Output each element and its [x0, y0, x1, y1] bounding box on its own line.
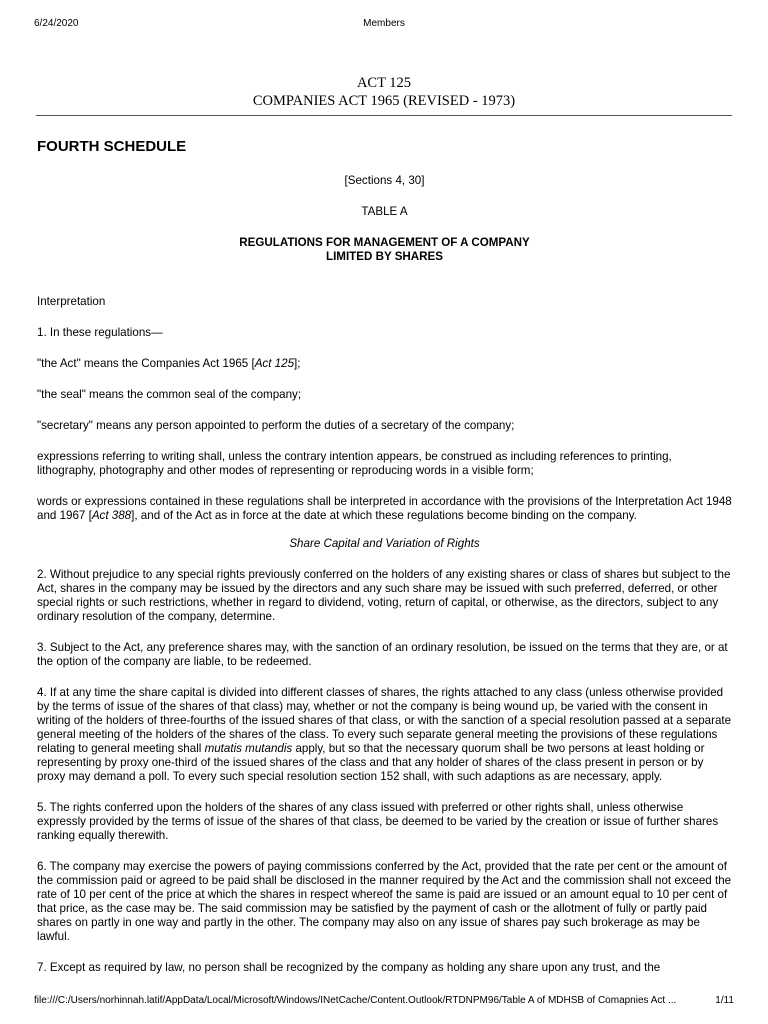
definition-secretary: "secretary" means any person appointed to perform the duties of a secretary of the company;: [37, 419, 515, 432]
print-page-number: 1/11: [715, 995, 734, 1006]
act-name: COMPANIES ACT 1965 (REVISED - 1973): [252, 93, 516, 109]
table-heading: TABLE A: [361, 205, 408, 218]
act-title: [0, 74, 768, 110]
regulation-5: 5. The rights conferred upon the holders of the shares of any class issued with preferred or other rights shall, unless otherwise expressly provided by the terms of issue of the shares of that class, be deemed to be varied by the creation or issue of further shares ranking equally therewith.: [37, 801, 719, 842]
regulation-1: 1. In these regulations—: [37, 326, 163, 339]
horizontal-rule: [36, 115, 732, 116]
interpretation-heading: Interpretation: [37, 295, 106, 308]
print-header-title: Members: [363, 18, 405, 29]
share-capital-heading: Share Capital and Variation of Rights: [289, 537, 480, 550]
regulation-4: 4. If at any time the share capital is divided into different classes of shares, the rights attached to any class (unless otherwise provided by the terms of issue of the shares of that class) may, whether or not the company is being wound up, be varied with the consent in writing of the holders of three-fourths of the issued shares of that class, or with the sanction of a special resolution passed at a separate general meeting of the holders of the shares of the class. To every such separate general meeting the provisions of these regulations relating to general meeting shall mutatis mutandis apply, but so that the necessary quorum shall be two persons at least holding or representing by proxy one-third of the issued shares of the class and that any holder of shares of the class present in person or by proxy may demand a poll. To every such special resolution section 152 shall, with such adaptions as are necessary, apply.: [37, 686, 732, 783]
sections-reference: [Sections 4, 30]: [344, 174, 425, 187]
regulations-title-line1: REGULATIONS FOR MANAGEMENT OF A COMPANY: [239, 236, 530, 249]
definition-seal: "the seal" means the common seal of the company;: [37, 388, 302, 401]
document-body: [37, 138, 732, 975]
act-number: ACT 125: [356, 75, 412, 91]
definition-words: words or expressions contained in these regulations shall be interpreted in accordance with the provisions of the Interpretation Act 1948 and 1967 [Act 388], and of the Act as in force at the date at which these regulations become binding on the company.: [37, 495, 732, 522]
print-footer-path: file:///C:/Users/norhinnah.latif/AppData/Local/Microsoft/Windows/INetCache/Content.Outlook/RTDNPM96/Table A of MDHSB of Comapnies Act ...: [34, 995, 677, 1006]
regulation-7: 7. Except as required by law, no person shall be recognized by the company as holding any share upon any trust, and the: [37, 961, 661, 974]
regulations-title: [37, 236, 732, 264]
regulation-6: 6. The company may exercise the powers of paying commissions conferred by the Act, provided that the rate per cent or the amount of the commission paid or agreed to be paid shall be disclosed in the manner required by the Act and the commission shall not exceed the rate of 10 per cent of the price at which the shares in respect whereof the same is paid are issued or an amount equal to 10 per cent of that price, as the case may be. The said commission may be satisfied by the payment of cash or the allotment of fully or partly paid shares on partly in one way and partly in the other. The company may also on any issue of shares pay such brokerage as may be lawful.: [37, 860, 732, 943]
regulation-3: 3. Subject to the Act, any preference shares may, with the sanction of an ordinary resolution, be issued on the terms that they are, or at the option of the company are liable, to be redeemed.: [37, 641, 728, 668]
regulation-2: 2. Without prejudice to any special rights previously conferred on the holders of any existing shares or class of shares but subject to the Act, shares in the company may be issued by the directors and any such share may be issued with such preferred, deferred, or other special rights or such restrictions, whether in regard to dividend, voting, return of capital, or otherwise, as the directors, subject to any ordinary resolution of the company, determine.: [37, 568, 731, 623]
schedule-heading: FOURTH SCHEDULE: [37, 138, 187, 155]
definition-writing: expressions referring to writing shall, unless the contrary intention appears, be construed as including references to printing, lithography, photography and other modes of representing or reproducing words in a visible form;: [37, 450, 672, 477]
regulations-title-line2: LIMITED BY SHARES: [325, 250, 444, 263]
print-date: 6/24/2020: [34, 18, 79, 29]
definition-act: "the Act" means the Companies Act 1965 [Act 125];: [37, 357, 301, 370]
